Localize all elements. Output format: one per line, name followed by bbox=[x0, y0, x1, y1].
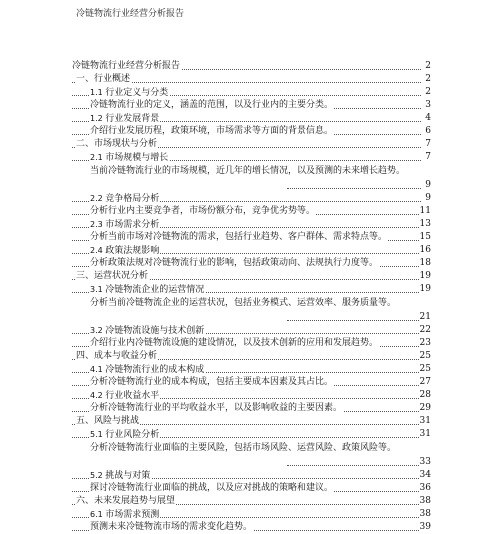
toc-entry-label: 冷链物流行业的定义，涵盖的范围，以及行业内的主要分类。 bbox=[90, 100, 334, 110]
toc-entry-label: 六、未来发展趋势与展望 bbox=[76, 496, 176, 506]
toc-entry-text bbox=[90, 471, 151, 481]
toc-entry-label: 介绍行业发展历程，政策环境，市场需求等方面的背景信息。 bbox=[90, 126, 334, 136]
toc-section-number: 2.2 bbox=[90, 194, 106, 203]
toc-entry-page: 22 bbox=[419, 325, 431, 335]
toc-entry-label: 一、行业概述 bbox=[76, 74, 131, 84]
toc-entry-page: 2 bbox=[425, 87, 431, 97]
toc-section-number: 2.3 bbox=[90, 220, 106, 229]
toc-entry-text bbox=[76, 496, 176, 506]
toc-entry-page: 7 bbox=[425, 139, 431, 149]
toc-entry-label: 三、运营状况分析 bbox=[76, 271, 149, 281]
toc-entry-label: 分析冷链物流行业的平均收益水平，以及影响收益的主要因素。 bbox=[90, 403, 343, 413]
toc-entry[interactable] bbox=[72, 257, 431, 270]
toc-entry[interactable] bbox=[72, 376, 431, 389]
toc-section[interactable] bbox=[72, 192, 431, 205]
toc-section-number: 1.1 bbox=[90, 88, 106, 97]
toc-section[interactable] bbox=[72, 151, 431, 164]
toc-section-number: 1.2 bbox=[90, 114, 106, 123]
toc-entry-text bbox=[90, 126, 334, 136]
toc-entry[interactable] bbox=[72, 231, 431, 244]
toc-entry-page: 36 bbox=[419, 483, 431, 493]
toc-section-number: 2.4 bbox=[90, 246, 106, 255]
toc-entry-text bbox=[90, 285, 205, 295]
toc-entry-text bbox=[90, 258, 379, 268]
toc-entry[interactable] bbox=[72, 296, 431, 324]
toc-entry-page: 11 bbox=[419, 206, 431, 216]
toc-entry-text bbox=[90, 365, 205, 375]
toc-entry-label: 介绍行业内冷链物流设施的建设情况，以及技术创新的应用和发展趋势。 bbox=[90, 338, 379, 348]
toc-entry-label: 市场需求分析 bbox=[105, 220, 160, 230]
toc-entry-page: 39 bbox=[419, 522, 431, 532]
toc-entry[interactable] bbox=[72, 521, 431, 534]
toc-entry-page: 2 bbox=[425, 74, 431, 84]
toc-entry-text bbox=[90, 510, 160, 520]
toc-entry[interactable] bbox=[72, 441, 431, 469]
toc-entry-text bbox=[90, 100, 334, 110]
toc-entry-text bbox=[90, 483, 334, 493]
toc-section[interactable] bbox=[72, 86, 431, 99]
toc-entry-page: 31 bbox=[419, 429, 431, 439]
toc-entry-text bbox=[90, 391, 160, 401]
toc-section-number: 6.1 bbox=[90, 510, 106, 519]
toc-chapter[interactable] bbox=[72, 73, 431, 86]
toc-entry-text: 当前冷链物流行业的市场规模，近几年的增长情况，以及预测的未来增长趋势。 bbox=[90, 166, 406, 176]
toc-chapter[interactable] bbox=[72, 350, 431, 363]
toc-entry-label: 政策法规影响 bbox=[105, 246, 160, 256]
toc-entry-label: 竞争格局分析 bbox=[105, 194, 160, 204]
toc-entry-text bbox=[76, 416, 140, 426]
toc-entry-text bbox=[90, 153, 169, 163]
toc-section-number: 3.1 bbox=[90, 285, 106, 294]
toc-chapter[interactable] bbox=[72, 415, 431, 428]
toc-entry-page: 13 bbox=[419, 219, 431, 229]
toc-entry-page: 25 bbox=[419, 351, 431, 361]
toc-entry-text bbox=[90, 430, 160, 440]
toc-entry-text bbox=[90, 194, 160, 204]
toc-section[interactable] bbox=[72, 469, 431, 482]
toc-entry-page: 6 bbox=[425, 126, 431, 136]
toc-entry-page: 34 bbox=[419, 470, 431, 480]
toc-entry-label: 行业风险分析 bbox=[105, 430, 160, 440]
toc-entry-text bbox=[76, 271, 149, 281]
toc-section[interactable] bbox=[72, 508, 431, 521]
toc-entry-page: 27 bbox=[419, 377, 431, 387]
toc-entry-page: 9 bbox=[425, 193, 431, 203]
toc-leader bbox=[287, 320, 421, 321]
toc-entry-label: 冷链物流企业的运营情况 bbox=[105, 285, 205, 295]
toc-section-number: 3.2 bbox=[90, 326, 106, 335]
toc-entry[interactable] bbox=[72, 337, 431, 350]
toc-chapter[interactable] bbox=[72, 270, 431, 283]
toc-entry-text bbox=[90, 88, 169, 98]
toc-entry-text bbox=[90, 232, 388, 242]
toc-entry-label: 二、市场现状与分析 bbox=[76, 139, 158, 149]
toc-entry[interactable] bbox=[72, 482, 431, 495]
toc-entry-label: 行业发展背景 bbox=[105, 114, 160, 124]
toc-entry-page: 18 bbox=[419, 258, 431, 268]
toc-entry-page: 4 bbox=[425, 113, 431, 123]
toc-entry-label: 分析当前市场对冷链物流的需求，包括行业趋势、客户群体、需求特点等。 bbox=[90, 232, 388, 242]
toc-entry-page: 19 bbox=[419, 284, 431, 294]
toc-section-number: 5.1 bbox=[90, 430, 106, 439]
toc-entry-page: 9 bbox=[425, 180, 431, 190]
toc-leader bbox=[287, 465, 421, 466]
toc-entry-label: 分析政策法规对冷链物流行业的影响，包括政策动向、法规执行力度等。 bbox=[90, 258, 379, 268]
toc-entry-label: 五、风险与挑战 bbox=[76, 416, 140, 426]
toc-section-number: 2.1 bbox=[90, 153, 106, 162]
toc-section-number: 5.2 bbox=[90, 471, 106, 480]
toc-entry-label: 探讨冷链物流行业面临的挑战，以及应对挑战的策略和建议。 bbox=[90, 483, 334, 493]
toc-title-entry[interactable] bbox=[72, 60, 431, 73]
toc-entry-page: 3 bbox=[425, 100, 431, 110]
toc-entry-text bbox=[90, 326, 205, 336]
toc-section[interactable] bbox=[72, 428, 431, 441]
toc-entry-page: 21 bbox=[419, 312, 431, 322]
toc-entry-page: 2 bbox=[425, 61, 431, 71]
toc-entry-text bbox=[76, 74, 131, 84]
toc-entry-text bbox=[90, 377, 334, 387]
toc-entry[interactable] bbox=[72, 125, 431, 138]
table-of-contents bbox=[72, 60, 431, 534]
toc-entry-label: 冷链物流行业的成本构成 bbox=[105, 365, 205, 375]
toc-entry-label: 行业收益水平 bbox=[105, 391, 160, 401]
toc-entry-text bbox=[90, 220, 160, 230]
toc-entry-text bbox=[90, 338, 379, 348]
toc-entry-label: 挑战与对策 bbox=[105, 471, 151, 481]
toc-entry-text bbox=[90, 114, 160, 124]
toc-entry-label: 冷链物流设施与技术创新 bbox=[105, 326, 205, 336]
toc-entry-label: 市场需求预测 bbox=[105, 510, 160, 520]
page-header: 冷链物流行业经营分析报告 bbox=[76, 9, 185, 19]
toc-entry-text bbox=[76, 351, 158, 361]
toc-entry-label: 四、成本与收益分析 bbox=[76, 351, 158, 361]
toc-entry-text bbox=[90, 403, 343, 413]
toc-entry-page: 33 bbox=[419, 457, 431, 467]
toc-entry-label: 分析行业内主要竞争者，市场份额分布，竞争优劣势等。 bbox=[90, 206, 316, 216]
toc-entry-text: 分析当前冷链物流企业的运营状况，包括业务模式、运营效率、服务质量等。 bbox=[90, 298, 397, 308]
toc-entry-label: 行业定义与分类 bbox=[105, 88, 169, 98]
toc-entry-text bbox=[90, 246, 160, 256]
toc-entry[interactable] bbox=[72, 205, 431, 218]
toc-entry-text bbox=[72, 61, 181, 71]
toc-entry-page: 25 bbox=[419, 364, 431, 374]
toc-entry[interactable] bbox=[72, 99, 431, 112]
toc-section-number: 4.1 bbox=[90, 365, 106, 374]
toc-section[interactable] bbox=[72, 324, 431, 337]
toc-entry-text bbox=[90, 206, 316, 216]
toc-entry-page: 38 bbox=[419, 509, 431, 519]
toc-entry-page: 31 bbox=[419, 416, 431, 426]
toc-entry-label: 分析冷链物流行业的成本构成，包括主要成本因素及其占比。 bbox=[90, 377, 334, 387]
toc-chapter[interactable] bbox=[72, 495, 431, 508]
toc-leader bbox=[287, 188, 421, 189]
toc-entry-label: 冷链物流行业经营分析报告 bbox=[72, 61, 181, 71]
toc-entry-page: 28 bbox=[419, 390, 431, 400]
toc-entry-label: 市场规模与增长 bbox=[105, 153, 169, 163]
toc-entry-text: 分析冷链物流行业面临的主要风险，包括市场风险、运营风险、政策风险等。 bbox=[90, 443, 397, 453]
toc-entry[interactable] bbox=[72, 402, 431, 415]
toc-section[interactable] bbox=[72, 363, 431, 376]
toc-section-number: 4.2 bbox=[90, 391, 106, 400]
toc-section[interactable] bbox=[72, 244, 431, 257]
toc-chapter[interactable] bbox=[72, 138, 431, 151]
toc-section[interactable] bbox=[72, 218, 431, 231]
toc-entry-text bbox=[90, 522, 253, 532]
toc-entry-text bbox=[76, 139, 158, 149]
toc-entry-page: 29 bbox=[419, 403, 431, 413]
toc-entry-page: 38 bbox=[419, 496, 431, 506]
toc-entry-page: 23 bbox=[419, 338, 431, 348]
toc-section[interactable] bbox=[72, 283, 431, 296]
toc-entry-page: 15 bbox=[419, 232, 431, 242]
toc-entry[interactable] bbox=[72, 164, 431, 192]
toc-entry-page: 19 bbox=[419, 271, 431, 281]
toc-section[interactable] bbox=[72, 112, 431, 125]
toc-entry-page: 7 bbox=[425, 152, 431, 162]
toc-section[interactable] bbox=[72, 389, 431, 402]
toc-entry-page: 16 bbox=[419, 245, 431, 255]
toc-entry-label: 预测未来冷链物流市场的需求变化趋势。 bbox=[90, 522, 253, 532]
